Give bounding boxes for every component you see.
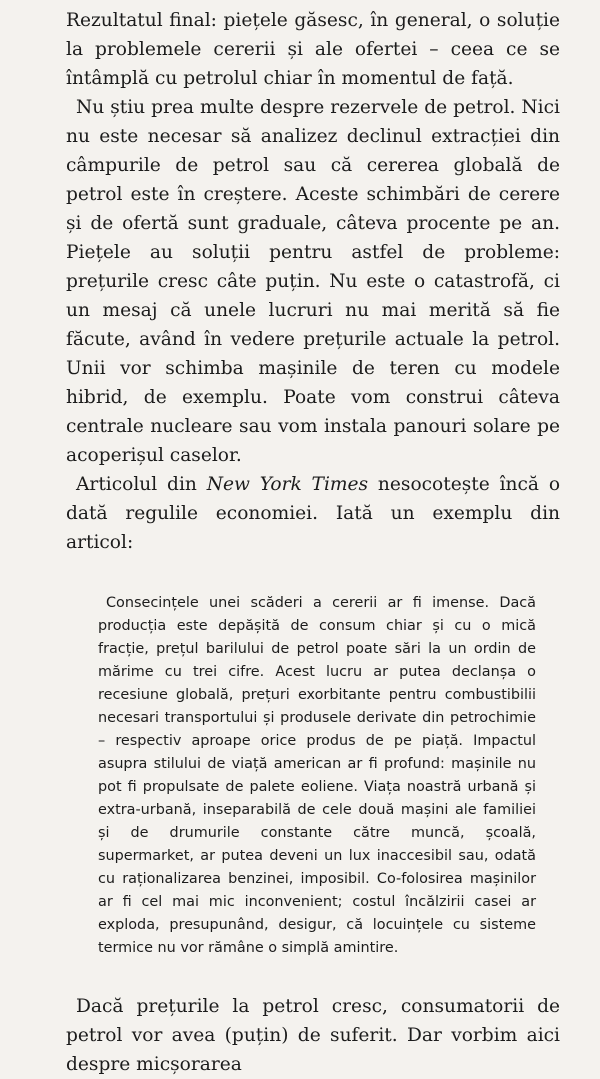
paragraph-oil-reserves: Nu știu prea multe despre rezervele de petrol. Nici nu este necesar să analizez declinul extracției din câmpurile de petrol sau că cererea globală de petrol este în creștere. Aceste schimbări de cerere și de ofertă sunt graduale, câteva procente pe an. Piețele au soluții pentru astfel de probleme: prețurile cresc câte puțin. Nu este o catastrofă, ci un mesaj că unele lucruri nu mai merită să fie făcute, având în vedere prețurile actuale la petrol. Unii vor schimba mașinile de teren cu modele hibrid, de exemplu. Poate vom construi câteva centrale nucleare sau vom instala panouri solare pe acoperișul caselor.	[66, 97, 560, 466]
paragraph-nyt-article	[66, 470, 560, 557]
newspaper-title: New York Times	[206, 474, 369, 495]
block-quote: Consecințele unei scăderi a cererii ar fi imense. Dacă producția este depășită de consum chiar și cu o mică fracție, prețul barilului de petrol poate sări la un ordin de mărime cu trei cifre. Acest lucru ar putea declanșa o recesiune globală, prețuri exorbitante pentru combustibilii necesari transportului și produsele derivate din petrochimie – respectiv aproape orice produs de pe piață. Impactul asupra stilului de viață american ar fi profund: mașinile nu pot fi propulsate de palete eoliene. Viața noastră urbană și extra-urbană, inseparabilă de cele două mașini ale familiei și de drumurile constante către muncă, școală, supermarket, ar putea deveni un lux inaccesibil sau, odată cu raționalizarea benzinei, imposibil. Co-folosirea mașinilor ar fi cel mai mic inconvenient; costul încălzirii casei ar exploda, presupunând, desigur, că locuințele cu sisteme termice nu vor rămâne o simplă amintire.	[98, 595, 536, 956]
paragraph-oil-prices: Dacă prețurile la petrol cresc, consumatorii de petrol vor avea (puțin) de suferit. Dar vorbim aici despre micșorarea	[66, 996, 560, 1075]
paragraph-nyt-text-end: nesocotește încă o dată regulile economiei. Iată un exemplu din articol:	[66, 474, 561, 553]
paragraph-final-result: Rezultatul final: piețele găsesc, în general, o soluție la problemele cererii și ale ofertei – ceea ce se întâmplă cu petrolul chiar în momentul de față.	[66, 10, 560, 89]
paragraph-nyt-text-start: Articolul din	[76, 474, 207, 495]
